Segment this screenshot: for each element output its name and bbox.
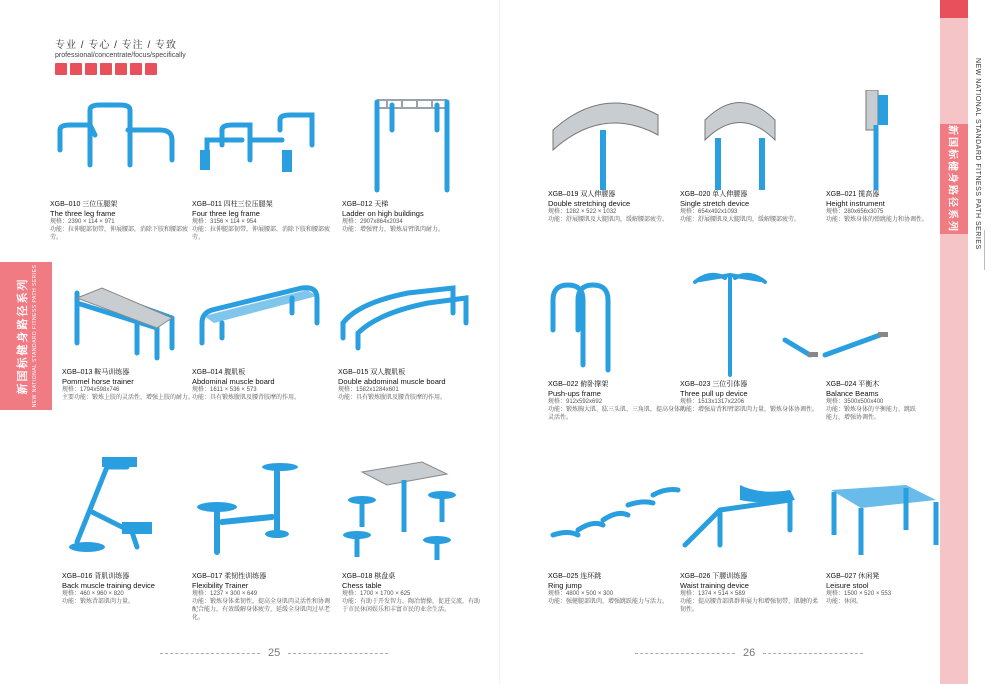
product-code: XGB–019 双人伸腰器 [548, 191, 616, 198]
product-name-en: Double abdominal muscle board [338, 377, 446, 386]
product-code: XGB–023 三位引体器 [680, 381, 748, 388]
side-tab-left-en: NEW NATIONAL STANDARD FITNESS PATH SERIES [32, 264, 38, 408]
product-function: 功能：具有锻炼腹肌及腰背肢摩的作用。 [192, 395, 301, 401]
jump-icon [130, 63, 142, 75]
product-spec: 规格：1582x1284x601 [338, 387, 399, 393]
product-code: XGB–024 平衡木 [826, 381, 880, 388]
product-image-ladder [342, 90, 482, 200]
walking-icon [145, 63, 157, 75]
divider [984, 230, 985, 270]
product-image-balance-beam [780, 300, 920, 380]
product-spec: 规格：280x656x3075 [826, 209, 884, 215]
footer-dash [288, 653, 388, 654]
product-name-en: Back muscle training device [62, 581, 155, 590]
product-code: XGB–012 天梯 [342, 201, 389, 208]
product-name-en: Three pull up device [680, 389, 748, 398]
product-function: 功能：提高腰背部肌群伸展力和增强韧带、肌腱的柔韧性。 [680, 599, 819, 613]
product-function: 功能：锻炼胸大肌、肱三头肌、三角肌，提高身体的灵活性。 [548, 407, 687, 421]
product-image-chess-table [342, 452, 482, 572]
product-spec: 规格：654x492x1093 [680, 209, 738, 215]
product-name-en: Height instrument [826, 199, 885, 208]
product-name-en: Chess table [342, 581, 382, 590]
footer-dash [160, 653, 260, 654]
brand-header [55, 36, 186, 75]
product-card [680, 90, 820, 224]
product-spec: 规格：1611 × 536 × 573 [192, 387, 257, 393]
product-image-double-stretching [548, 90, 688, 190]
product-card [62, 452, 202, 606]
product-image-waist-training [680, 460, 820, 572]
product-card [192, 452, 332, 622]
product-spec: 规格：1513x1317x2206 [680, 399, 745, 405]
product-image-pommel-horse [62, 268, 202, 368]
product-name-en: Leisure stool [826, 581, 869, 590]
product-image-three-leg-frame [50, 90, 190, 200]
product-function: 功能：舒展腰肌及大腿肌肉，缓解腰部疲劳。 [680, 217, 801, 223]
product-spec: 规格：912x592x692 [548, 399, 603, 405]
product-spec: 规格：4800 × 500 × 300 [548, 591, 614, 597]
product-code: XGB–013 鞍马训练器 [62, 369, 130, 376]
product-card [338, 268, 478, 402]
product-function: 功能：锻炼身体柔韧性，提高全身肌肉灵活性和协调配合能力，有效缓解身体疲劳，延缓全身肌肉过早老化。 [192, 599, 331, 621]
product-code: XGB–026 下腰训练器 [680, 573, 748, 580]
product-name-en: Single stretch device [680, 199, 750, 208]
product-function: 主要功能：锻炼上肢的灵活性，增强上肢的耐力。 [62, 395, 195, 401]
product-card [548, 90, 688, 224]
product-function: 功能：休闲。 [826, 599, 863, 605]
stretch-icon [100, 63, 112, 75]
product-code: XGB–017 柔韧性训练器 [192, 573, 267, 580]
product-function: 功能：锻炼背部肌肉力量。 [62, 599, 135, 605]
product-image-height-instrument [826, 90, 966, 190]
product-code: XGB–011 四柱三位压腿架 [192, 201, 273, 208]
footer-dash [763, 653, 863, 654]
product-spec: 规格：3156 × 114 × 954 [192, 219, 257, 225]
product-image-four-three-leg-frame [192, 90, 332, 200]
product-card [826, 90, 966, 224]
product-name-en: Flexibility Trainer [192, 581, 249, 590]
footer-left [160, 647, 388, 659]
product-name-en: Abdominal muscle board [192, 377, 275, 386]
product-card [342, 452, 482, 614]
product-function: 功能：拉伸腿部韧带，伸展腰部，消除下肢和腰部疲劳。 [192, 227, 331, 241]
product-card [548, 270, 688, 422]
product-function: 功能：锻炼身体的弹跳能力和协调性。 [826, 217, 929, 223]
product-name-en: Ring jump [548, 581, 582, 590]
product-image-double-abdominal-board [338, 268, 478, 368]
product-function: 功能：有助于开发智力，陶冶情操，促进交流，有助于市民休闲娱乐和丰富市民的业余生活。 [342, 599, 481, 613]
product-card [50, 90, 190, 242]
product-name-en: Double stretching device [548, 199, 631, 208]
product-card [548, 460, 688, 606]
product-image-flexibility [192, 452, 332, 572]
slogan: 专业 / 专心 / 专注 / 专致 [55, 40, 178, 51]
product-image-push-ups [548, 270, 688, 380]
product-code: XGB–027 休闲凳 [826, 573, 880, 580]
product-image-ring-jump [548, 460, 688, 572]
product-card [826, 460, 966, 606]
product-function: 功能：拉伸腿部韧带，伸展腰部，消除下肢和腰部疲劳。 [50, 227, 189, 241]
product-code: XGB–022 俯卧撑架 [548, 381, 609, 388]
page-number-right: 26 [743, 647, 756, 659]
weight-icon [115, 63, 127, 75]
product-spec: 规格：460 × 960 × 820 [62, 591, 124, 597]
product-name-en: Ladder on high buildings [342, 209, 424, 218]
footer-right [635, 647, 863, 659]
product-name-en: Waist training device [680, 581, 749, 590]
product-spec: 规格：1700 × 1700 × 625 [342, 591, 411, 597]
side-tab-right-en: NEW NATIONAL STANDARD FITNESS PATH SERIES [974, 58, 981, 250]
page-number-left: 25 [268, 647, 281, 659]
product-function: 功能：具有锻炼腹肌及腰背肢摩的作用。 [338, 395, 447, 401]
product-name-en: Push-ups frame [548, 389, 601, 398]
product-image-leisure-stool [826, 460, 966, 572]
product-spec: 规格：3500x500x400 [826, 399, 884, 405]
product-code: XGB–018 棋盘桌 [342, 573, 396, 580]
product-spec: 规格：2907x864x2034 [342, 219, 403, 225]
running-icon [55, 63, 67, 75]
product-code: XGB–021 揽高器 [826, 191, 880, 198]
product-name-en: The three leg frame [50, 209, 116, 218]
product-name-en: Balance Beams [826, 389, 879, 398]
product-card [62, 268, 202, 402]
product-function: 功能：锻炼身体的平衡能力、跳跃能力，增强协调性。 [826, 407, 917, 421]
product-spec: 规格：1237 × 300 × 649 [192, 591, 258, 597]
product-function: 功能：增强肩背和臂部肌肉力量，锻炼身体协调性。 [680, 407, 819, 413]
product-function: 功能：强健腿部肌肉，增强跳跃能力与活力。 [548, 599, 669, 605]
side-tab-left-cn: 新国标健身路径系列 [17, 277, 29, 395]
product-code: XGB–016 背肌训练器 [62, 573, 130, 580]
footer-dash [635, 653, 735, 654]
product-code: XGB–020 单人伸腰器 [680, 191, 748, 198]
product-card [192, 268, 332, 402]
product-code: XGB–010 三位压腿架 [50, 201, 118, 208]
product-card [342, 90, 482, 234]
product-code: XGB–025 连环跳 [548, 573, 602, 580]
product-spec: 规格：1500 × 520 × 553 [826, 591, 892, 597]
product-name-en: Pommel horse trainer [62, 377, 134, 386]
product-spec: 规格：1282 × 522 × 1032 [548, 209, 617, 215]
sport-icons [55, 63, 186, 75]
product-function: 功能：增强臂力，锻炼肩臂肌肉耐力。 [342, 227, 445, 233]
product-spec: 规格：2390 × 114 × 971 [50, 219, 115, 225]
product-spec: 规格：1374 × 514 × 589 [680, 591, 746, 597]
gymnastics-icon [85, 63, 97, 75]
product-name-en: Four three leg frame [192, 209, 260, 218]
product-spec: 规格：1794x598x746 [62, 387, 120, 393]
product-card [192, 90, 332, 242]
product-image-abdominal-board [192, 268, 332, 368]
product-code: XGB–014 腹肌板 [192, 369, 246, 376]
product-image-back-muscle [62, 452, 202, 572]
side-tab-right-cn: 新国标健身路径系列 [946, 125, 958, 233]
product-function: 功能：舒展腰肌及大腿肌肉，缓解腰部疲劳。 [548, 217, 669, 223]
product-image-single-stretch [680, 90, 820, 190]
cycling-icon [70, 63, 82, 75]
product-card [780, 300, 920, 422]
slogan-en: professional/concentrate/focus/specifically [55, 52, 186, 59]
product-card [680, 460, 820, 614]
right-strip-top [940, 0, 968, 18]
page-spine [499, 0, 500, 684]
product-code: XGB–015 双人腹肌板 [338, 369, 406, 376]
side-tab-left [0, 262, 52, 410]
